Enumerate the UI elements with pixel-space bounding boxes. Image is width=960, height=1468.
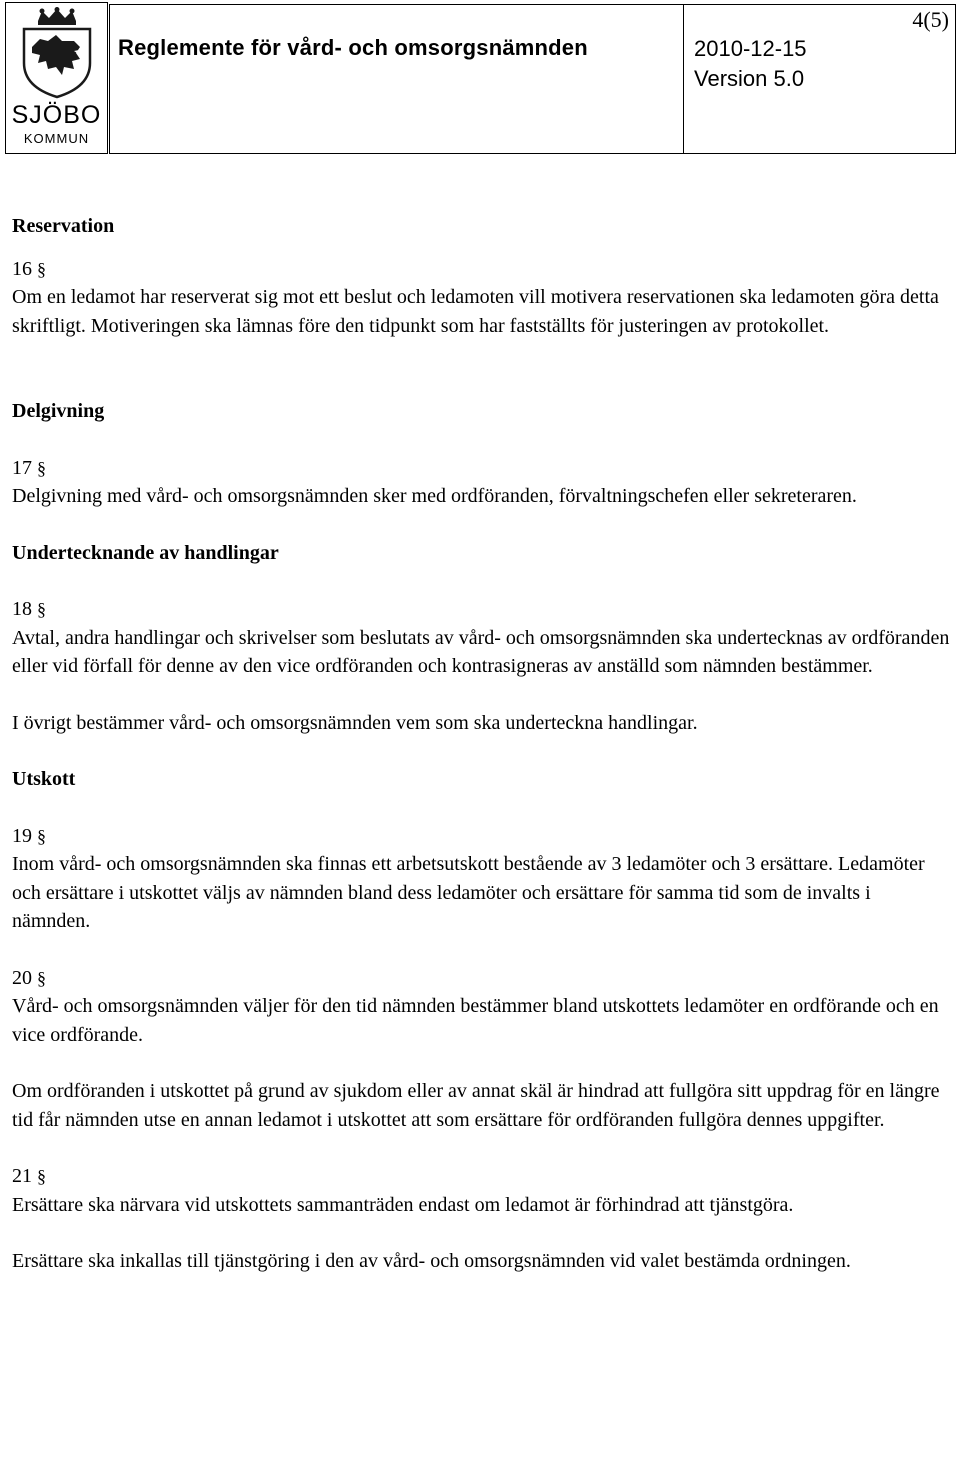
document-body — [12, 212, 952, 1276]
paragraph-number — [12, 255, 952, 284]
section-heading: Delgivning — [12, 400, 105, 422]
document-version: Version 5.0 — [694, 66, 805, 91]
section-sign: § — [37, 599, 46, 619]
paragraph-number-value: 21 — [12, 1165, 32, 1187]
paragraph-text: Inom vård- och omsorgsnämnden ska finnas ett arbetsutskott bestående av 3 ledamöter och 3 ersättare. Ledamöter och ersättare i utskottet väljs av nämnden bland dess ledamöter och ersättare för samma tid som de invalts i nämnden. — [12, 853, 925, 932]
paragraph-text: Avtal, andra handlingar och skrivelser som beslutats av vård- och omsorgsnämnden ska undertecknas av ordföranden eller vid förfall för denne av den vice ordföranden och kontrasigneras av anställd som nämnden bestämmer. — [12, 626, 950, 677]
paragraph-number-value: 16 — [12, 257, 32, 280]
municipality-crest-icon — [18, 7, 96, 99]
paragraph-number — [12, 1162, 952, 1191]
paragraph-number-value: 20 — [12, 966, 32, 989]
paragraph-text: Vård- och omsorgsnämnden väljer för den tid nämnden bestämmer bland utskottets ledamöter en ordförande och en vice ordförande. — [12, 995, 939, 1046]
paragraph-text: Ersättare ska närvara vid utskottets sammanträden endast om ledamot är förhindrad att tjänstgöra. — [12, 1193, 794, 1216]
paragraph-text: Om en ledamot har reserverat sig mot ett beslut och ledamoten vill motivera reservationen ska ledamoten göra detta skriftligt. Motiveringen ska lämnas före den tidpunkt som har fastställts för justeringen av protokollet. — [12, 286, 939, 337]
logo-name: SJÖBO — [11, 101, 102, 129]
paragraph-number-value: 17 — [12, 456, 32, 479]
section-sign: § — [37, 457, 46, 478]
section-sign: § — [37, 258, 46, 279]
section-heading: Undertecknande av handlingar — [12, 541, 279, 564]
section-sign: § — [37, 825, 46, 846]
meta-cell — [683, 4, 956, 154]
document-date: 2010-12-15 — [694, 36, 807, 61]
paragraph-text: Ersättare ska inkallas till tjänstgöring i den av vård- och omsorgsnämnden vid valet bestämda ordningen. — [12, 1250, 851, 1272]
section-heading: Reservation — [12, 215, 115, 237]
logo-box — [5, 2, 108, 154]
logo-subname: KOMMUN — [23, 131, 90, 146]
document-title: Reglemente för vård- och omsorgsnämnden — [118, 35, 588, 60]
paragraph-number — [12, 454, 952, 483]
title-cell — [109, 4, 684, 154]
paragraph-number — [12, 822, 952, 851]
paragraph-text: Om ordföranden i utskottet på grund av sjukdom eller av annat skäl är hindrad att fullgöra sitt uppdrag för en längre tid får nämnden utse en annan ledamot i utskottet att som ersättare för ordföranden fullgöra dennes uppgifter. — [12, 1080, 940, 1131]
paragraph-number-value: 19 — [12, 824, 32, 847]
paragraph-number — [12, 964, 952, 993]
paragraph-number-value: 18 — [12, 598, 32, 620]
paragraph-text: Delgivning med vård- och omsorgsnämnden sker med ordföranden, förvaltningschefen eller sekreteraren. — [12, 485, 857, 507]
document-header — [5, 2, 956, 154]
section-heading: Utskott — [12, 768, 76, 790]
paragraph-number — [12, 595, 952, 624]
paragraph-text: I övrigt bestämmer vård- och omsorgsnämnden vem som ska underteckna handlingar. — [12, 711, 698, 734]
section-sign: § — [37, 967, 46, 988]
page-number: 4(5) — [912, 7, 949, 32]
section-sign: § — [37, 1166, 46, 1186]
